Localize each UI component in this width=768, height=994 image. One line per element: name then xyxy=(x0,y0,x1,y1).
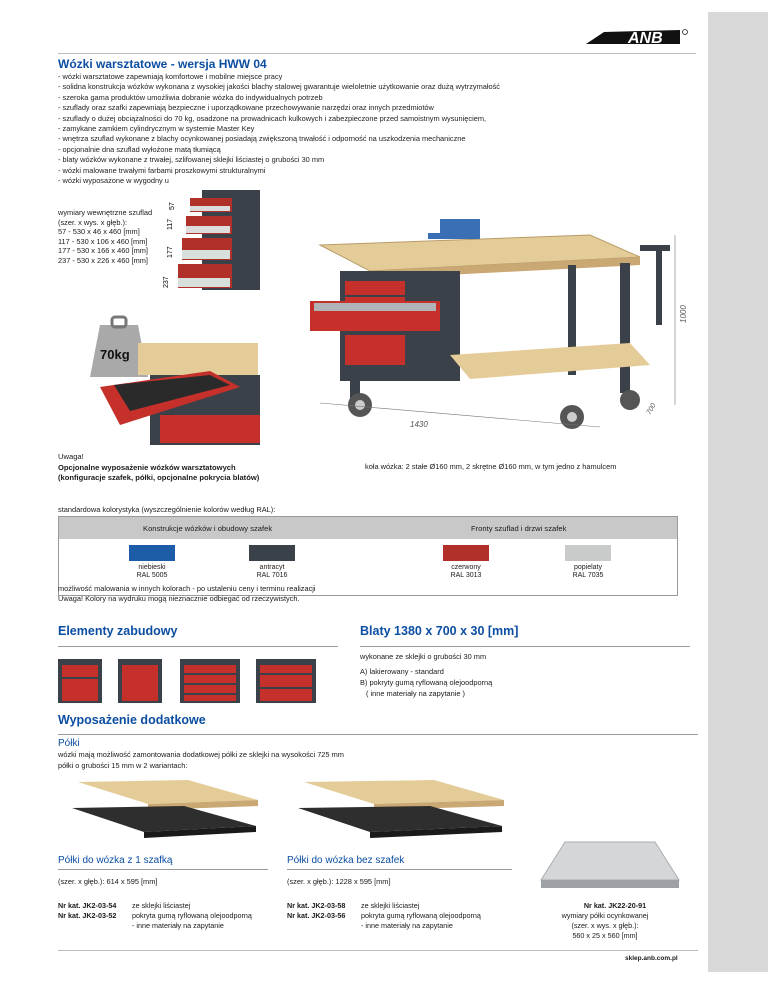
swatch-grey-label: popielaty RAL 7035 xyxy=(572,564,604,579)
shelf-3-catalog xyxy=(530,901,680,941)
shelf-3-line: wymiary półki ocynkowanej xyxy=(561,911,649,920)
shelf-2-dims: (szer. x głęb.): 1228 x 595 [mm] xyxy=(287,877,391,886)
page-title: Wózki warsztatowe - wersja HWW 04 xyxy=(58,57,267,71)
side-label-177: 177 xyxy=(167,246,174,258)
dim-height: 1000 xyxy=(679,305,688,323)
feature-item: - szuflady o dużej obciążalności do 70 kg, osadzone na prowadnicach kulkowych i zabezpieczone przed samoistnym wysunięciem, xyxy=(58,113,487,123)
extra-desc: wózki mają możliwość zamontowania dodatkowej półki ze sklejki na wysokości 725 mm xyxy=(58,750,344,759)
footer-url[interactable]: sklep.anb.com.pl xyxy=(625,955,678,962)
catalog-number: Nr kat. JK2-03-52 xyxy=(58,911,117,920)
shelf-1-underline xyxy=(58,869,268,870)
polki-heading: Półki xyxy=(58,738,80,749)
color-note-line: Uwaga! Kolory na wydruku mogą nieznacznie odbiegać od rzeczywistych. xyxy=(58,594,300,603)
color-head-left: Konstrukcje wózków i obudowy szafek xyxy=(143,524,273,533)
colors-title: standardowa kolorystyka (wyszczególnienie kolorów według RAL): xyxy=(58,505,276,514)
catalog-other: - inne materiały na zapytanie xyxy=(361,921,453,930)
shelf-1-title: Półki do wózka z 1 szafką xyxy=(58,855,173,866)
feature-list xyxy=(58,72,500,186)
catalog-number: Nr kat. JK22-20-91 xyxy=(583,901,647,910)
extra-desc-2: półki o grubości 15 mm w 2 wariantach: xyxy=(58,761,188,770)
shelf-2-catalog xyxy=(287,901,512,931)
shelf-1-illustration xyxy=(58,776,268,846)
side-label-57: 57 xyxy=(169,202,176,210)
anb-logo xyxy=(584,26,690,46)
optional-note xyxy=(58,452,259,484)
drawer-stack-illustration xyxy=(160,190,270,290)
feature-item: - szuflady oraz szafki zapewniają bezpieczne i uporządkowane przechowywanie narzędzi oraz innych przedmiotów xyxy=(58,103,434,113)
swatch-blue xyxy=(129,545,175,561)
cabinet-3 xyxy=(180,659,240,703)
catalog-other: - inne materiały na zapytanie xyxy=(132,921,224,930)
catalog-desc: ze sklejki liściastej xyxy=(361,901,420,910)
svg-text:ANB: ANB xyxy=(628,30,663,47)
blaty-underline xyxy=(360,646,690,647)
blaty-option-a: A) lakierowany - standard xyxy=(360,667,444,676)
shelf-2-title: Półki do wózka bez szafek xyxy=(287,855,405,866)
swatch-anthracite xyxy=(249,545,295,561)
note-line: (konfiguracje szafek, półki, opcjonalne pokrycia blatów) xyxy=(58,473,260,482)
note-heading: Uwaga! xyxy=(58,452,84,461)
blaty-option-c: ( inne materiały na zapytanie ) xyxy=(366,689,466,698)
side-bar xyxy=(708,12,768,972)
blaty-option-b: B) pokryty gumą ryflowaną olejoodporną xyxy=(360,678,493,687)
shelf-1-catalog xyxy=(58,901,273,931)
shelf-2-illustration xyxy=(284,776,514,846)
shelf-3-illustration xyxy=(535,840,685,896)
feature-item: - blaty wózków wykonane z trwałej, szlifowanej sklejki liściastej o grubości 30 mm xyxy=(58,155,325,165)
blaty-desc: wykonane ze sklejki o grubości 30 mm xyxy=(360,652,487,661)
shelf-3-line: 560 x 25 x 560 [mm] xyxy=(572,931,638,940)
catalog-desc: ze sklejki liściastej xyxy=(132,901,191,910)
catalog-number: Nr kat. JK2-03-54 xyxy=(58,901,117,910)
dim-length: 1430 xyxy=(410,420,428,429)
feature-item: - wózki warsztatowe zapewniają komfortowe i mobilne miejsce pracy xyxy=(58,72,283,81)
extra-underline xyxy=(58,734,698,735)
dims-intro-2: (szer. x wys. x głęb.): xyxy=(58,217,127,227)
swatch-anthracite-label: antracyt RAL 7016 xyxy=(256,564,288,579)
feature-item: - wnętrza szuflad wykonane z blachy ocynkowanej posiadają zwiększoną trwałość i odporność na uszkodzenia mechaniczne xyxy=(58,134,466,144)
dims-intro: wymiary wewnętrzne szuflad xyxy=(58,208,153,217)
cabinet-1 xyxy=(58,659,102,703)
header-divider xyxy=(58,53,696,54)
shelf-2-underline xyxy=(287,869,512,870)
swatch-red xyxy=(443,545,489,561)
color-head-right: Fronty szuflad i drzwi szafek xyxy=(471,524,567,533)
dims-row: 117 - 530 x 106 x 460 [mm] xyxy=(58,236,148,246)
cabinet-modules xyxy=(56,655,326,705)
shelf-3-line: (szer. x wys. x głęb.): xyxy=(571,921,639,930)
extra-title: Wyposażenie dodatkowe xyxy=(58,713,206,727)
feature-item: - solidna konstrukcja wózków wykonana z wysokiej jakości blachy stalowej gwarantuje wieloletnie użytkowanie oraz dużą wytrzymałość xyxy=(58,82,500,92)
catalog-number: Nr kat. JK2-03-56 xyxy=(287,911,346,920)
cabinet-2 xyxy=(118,659,162,703)
feature-item: - zamykane zamkiem cylindrycznym w systemie Master Key xyxy=(58,124,255,134)
feature-item: - wózki wyposażone w wygodny u xyxy=(58,176,169,186)
side-label-237: 237 xyxy=(163,276,170,288)
color-note-line: możliwość malowania w innych kolorach - po ustaleniu ceny i terminu realizacji xyxy=(58,584,316,593)
catalog-number: Nr kat. JK2-03-58 xyxy=(287,901,346,910)
load-illustration xyxy=(90,315,270,445)
color-note xyxy=(58,584,316,604)
weight-label: 70kg xyxy=(100,347,130,362)
drawer-dimensions xyxy=(58,208,152,266)
wheels-info: koła wózka: 2 stałe Ø160 mm, 2 skrętne Ø160 mm, w tym jedno z hamulcem xyxy=(365,462,617,471)
dim-depth: 700 xyxy=(645,402,658,416)
swatch-red-label: czerwony RAL 3013 xyxy=(450,564,482,579)
dims-row: 57 - 530 x 46 x 460 [mm] xyxy=(58,227,140,237)
dims-row: 177 - 530 x 166 x 460 [mm] xyxy=(58,246,148,256)
catalog-desc: pokryta gumą ryflowaną olejoodporną xyxy=(132,911,252,920)
feature-item: - szeroka gama produktów umożliwia dobranie wózka do indywidualnych potrzeb xyxy=(58,92,323,102)
swatch-blue-label: niebieski RAL 5005 xyxy=(136,564,168,579)
dims-row: 237 - 530 x 226 x 460 [mm] xyxy=(58,255,148,265)
swatch-grey xyxy=(565,545,611,561)
workbench-illustration xyxy=(300,205,690,435)
shelf-1-dims: (szer. x głęb.): 614 x 595 [mm] xyxy=(58,877,158,886)
feature-item: - wózki malowane trwałymi farbami proszkowymi strukturalnymi xyxy=(58,165,266,175)
elements-title: Elementy zabudowy xyxy=(58,624,178,638)
cabinet-4 xyxy=(256,659,316,703)
elements-underline xyxy=(58,646,338,647)
blaty-title: Blaty 1380 x 700 x 30 [mm] xyxy=(360,624,519,638)
feature-item: - opcjonalnie dna szuflad wyłożone matą tłumiącą xyxy=(58,144,221,154)
catalog-desc: pokryta gumą ryflowaną olejoodporną xyxy=(361,911,481,920)
side-label-117: 117 xyxy=(167,218,174,230)
footer-divider xyxy=(58,950,698,951)
note-line: Opcjonalne wyposażenie wózków warsztatowych xyxy=(58,462,236,472)
color-table-header xyxy=(59,517,677,539)
